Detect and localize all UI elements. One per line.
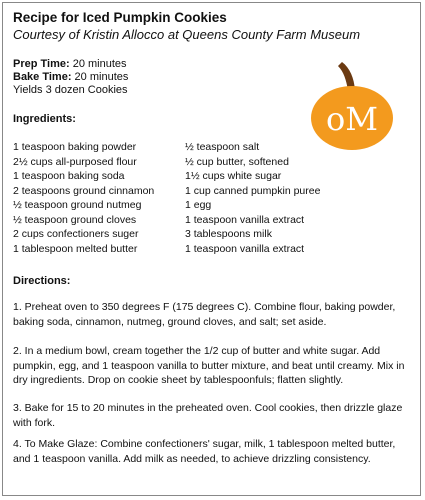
prep-time <box>13 58 127 71</box>
direction-step-1: 1. Preheat oven to 350 degrees F (175 degrees C). Combine flour, baking powder, baking soda, cinnamon, nutmeg, ground cloves, and salt; set aside. <box>13 301 396 328</box>
ingredients-right-column <box>185 140 320 256</box>
prep-time-value: 20 minutes <box>69 58 127 70</box>
ingredient-item: 1 egg <box>185 199 212 211</box>
ingredient-item: 2 cups confectioners suger <box>13 228 139 240</box>
pumpkin-stem <box>338 62 355 90</box>
ingredient-item: ½ teaspoon salt <box>185 141 260 153</box>
logo-text: oM <box>325 100 379 138</box>
direction-step-2: 2. In a medium bowl, cream together the 1/2 cup of butter and white sugar. Add pumpkin, egg, and 1 teaspoon vanilla to butter mixture, and beat until creamy. Mix in dry ingredients. Drop on cookie sheet by tablespoonfuls; flatten slightly. <box>13 345 405 386</box>
yield-text: Yields 3 dozen Cookies <box>13 84 128 96</box>
prep-time-label: Prep Time: <box>13 58 70 70</box>
recipe-title: Recipe for Iced Pumpkin Cookies <box>13 10 227 25</box>
ingredient-item: ½ cup butter, softened <box>185 155 289 168</box>
direction-step-3: 3. Bake for 15 to 20 minutes in the preheated oven. Cool cookies, then drizzle glaze with fork. <box>13 402 403 429</box>
pumpkin-logo-icon <box>308 60 396 152</box>
ingredient-item: 1 teaspoon baking powder <box>13 141 137 153</box>
direction-step-4: 4. To Make Glaze: Combine confectioners' sugar, milk, 1 tablespoon melted butter, and 1 teaspoon vanilla. Add milk as needed, to achieve drizzling consistency. <box>13 438 396 465</box>
bake-time-value: 20 minutes <box>71 71 129 83</box>
ingredient-item: 1 teaspoon baking soda <box>13 170 125 182</box>
recipe-subtitle: Courtesy of Kristin Allocco at Queens County Farm Museum <box>13 27 361 42</box>
ingredient-item: 2 teaspoons ground cinnamon <box>13 184 155 197</box>
bake-time <box>13 71 128 84</box>
ingredient-item: 1 teaspoon vanilla extract <box>185 213 305 226</box>
ingredient-item: 2½ cups all-purposed flour <box>13 155 137 168</box>
ingredient-item: 1 tablespoon melted butter <box>13 242 138 255</box>
ingredient-item: 1½ cups white sugar <box>185 170 282 182</box>
ingredients-left-column <box>13 140 154 256</box>
ingredient-item: ½ teaspoon ground cloves <box>13 213 137 226</box>
ingredients-heading: Ingredients: <box>13 113 76 125</box>
ingredient-item: 1 cup canned pumpkin puree <box>185 184 321 197</box>
ingredient-item: 3 tablespoons milk <box>185 228 272 240</box>
ingredient-item: ½ teaspoon ground nutmeg <box>13 199 142 211</box>
directions-heading: Directions: <box>13 275 71 287</box>
ingredient-item: 1 teaspoon vanilla extract <box>185 242 305 255</box>
bake-time-label: Bake Time: <box>13 71 72 83</box>
